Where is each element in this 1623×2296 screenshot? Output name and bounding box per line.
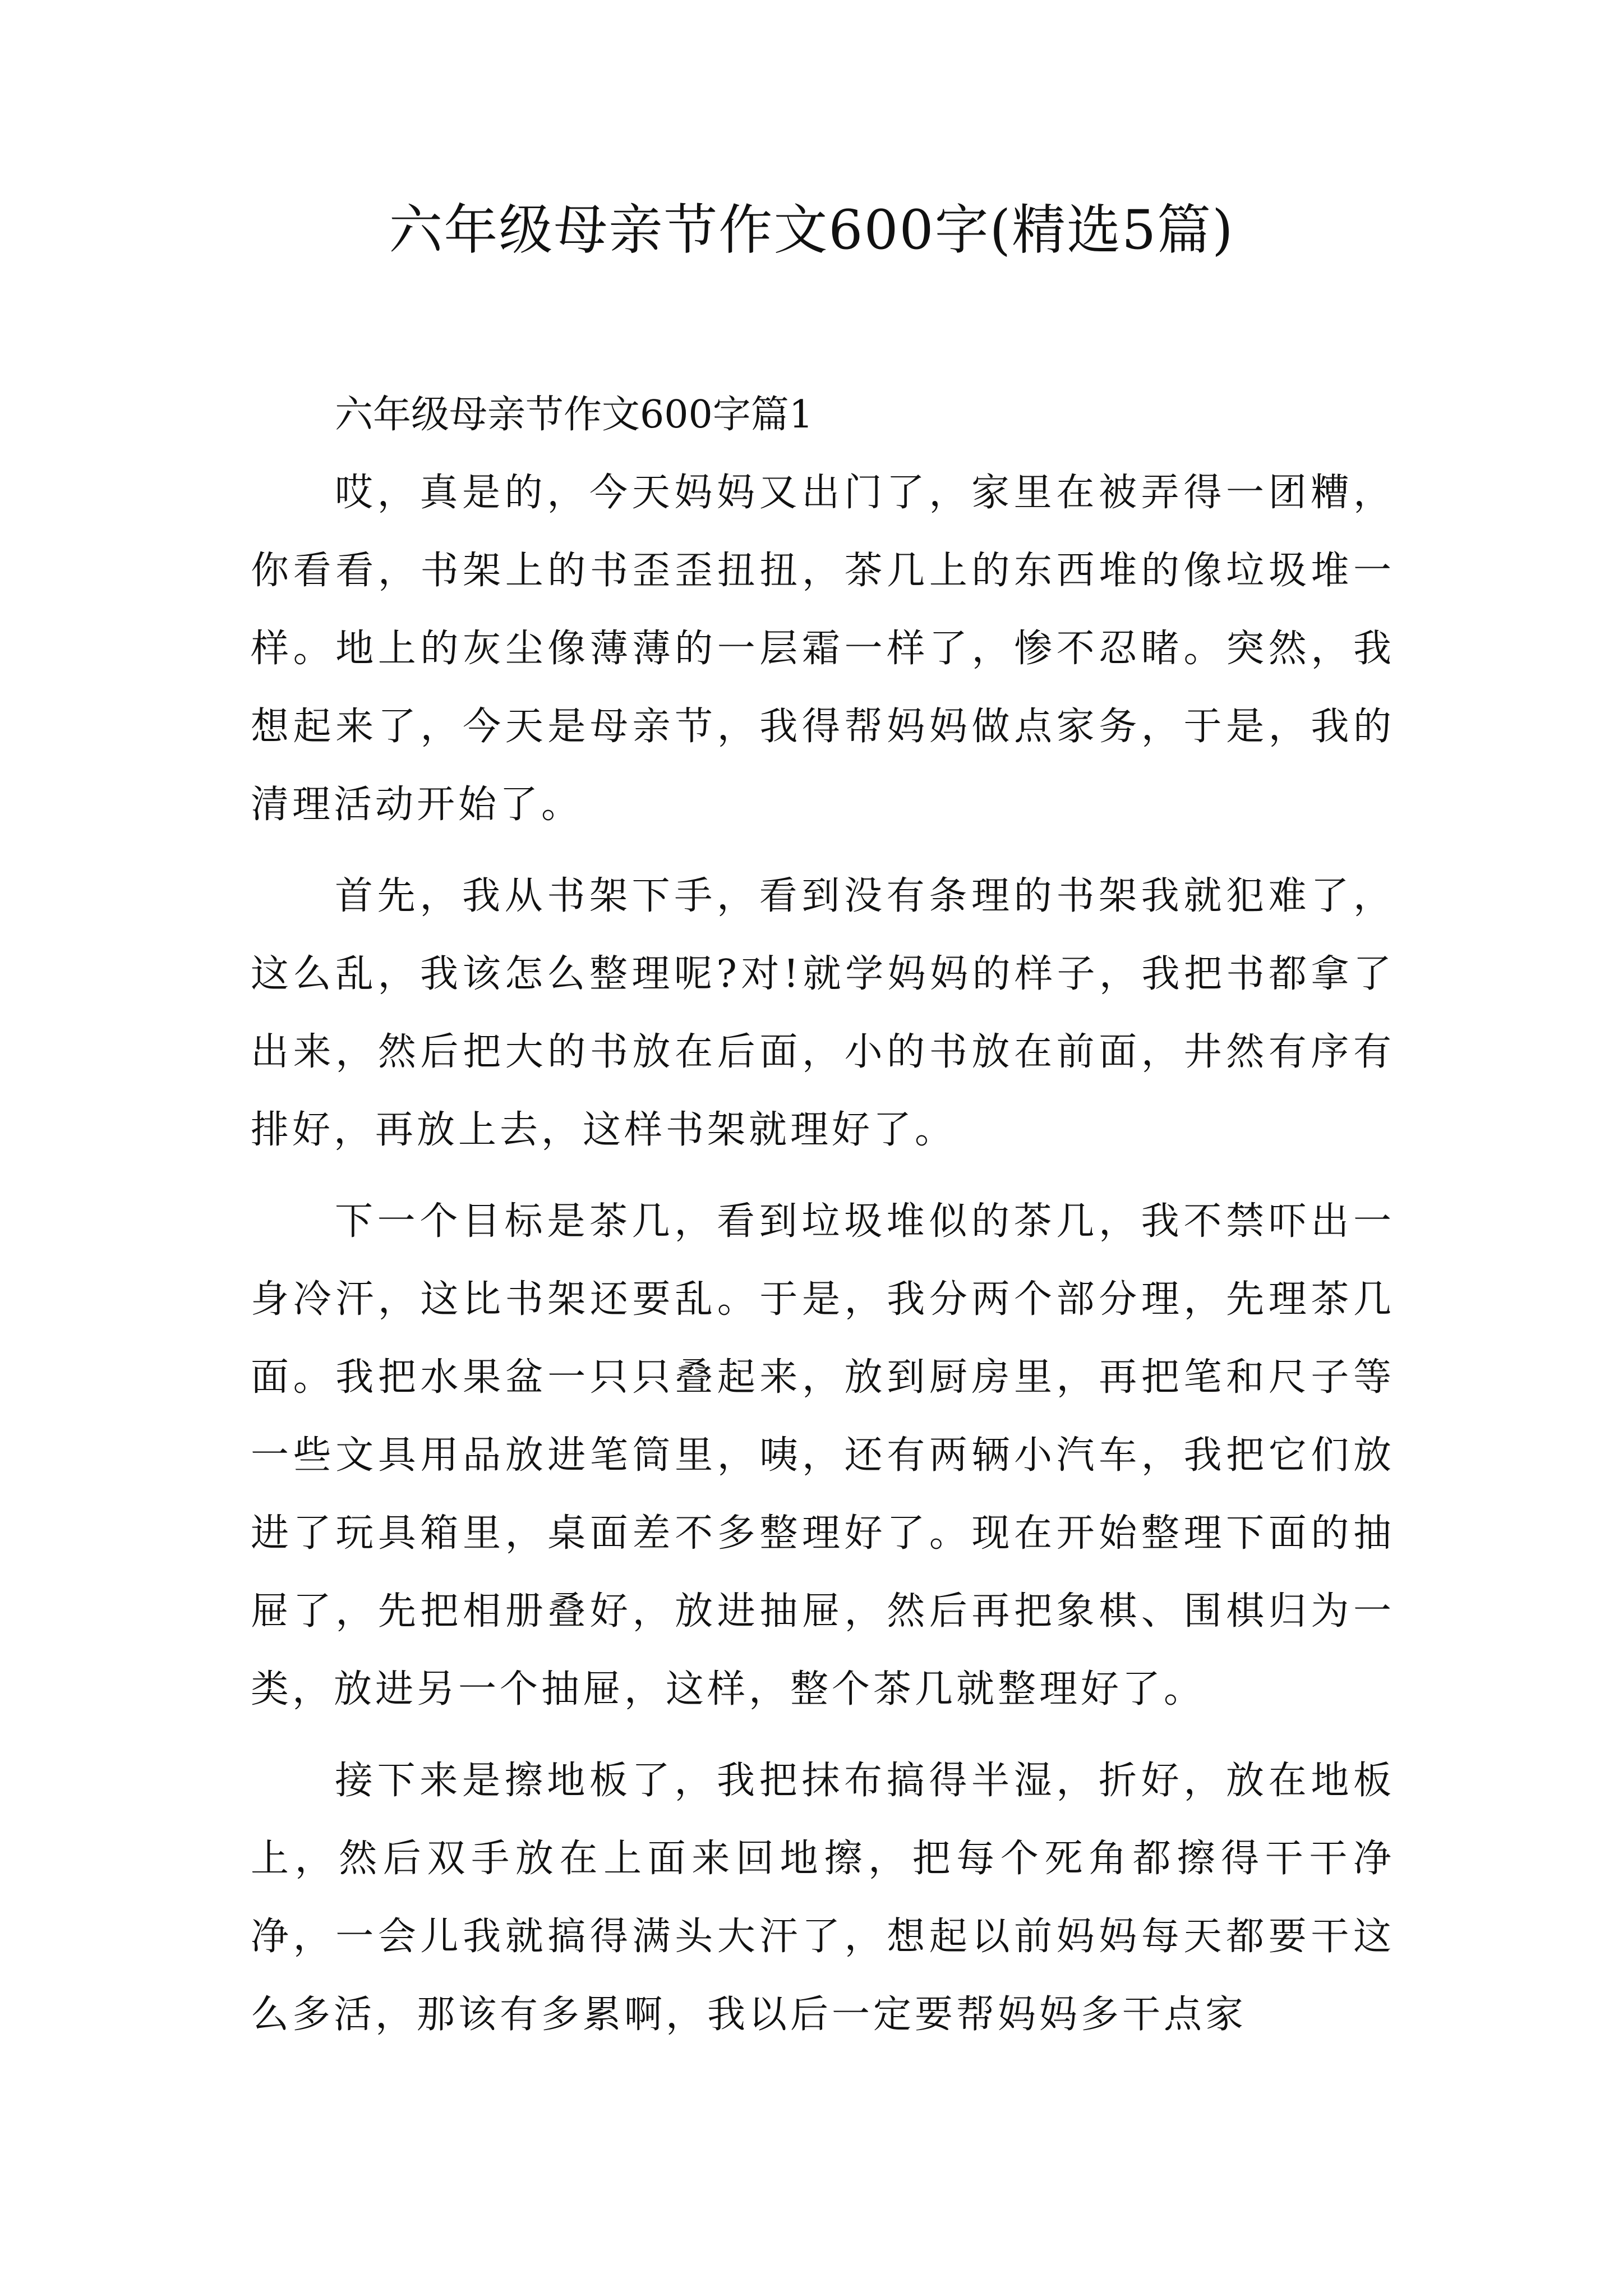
document-title: 六年级母亲节作文600字(精选5篇) bbox=[389, 199, 1234, 261]
paragraph: 哎，真是的，今天妈妈又出门了，家里在被弄得一团糟，你看看，书架上的书歪歪扭扭，茶几上的东西堆的像垃圾堆一样。地上的灰尘像薄薄的一层霜一样了，惨不忍睹。突然，我想起来了，今天是母亲节，我得帮妈妈做点家务，于是，我的清理活动开始了。 bbox=[251, 471, 1395, 827]
document-body bbox=[251, 376, 1395, 2054]
paragraph: 接下来是擦地板了，我把抹布搞得半湿，折好，放在地板上，然后双手放在上面来回地擦，把每个死角都擦得干干净净，一会儿我就搞得满头大汗了，想起以前妈妈每天都要干这么多活，那该有多累啊，我以后一定要帮妈妈多干点家 bbox=[251, 1759, 1395, 2037]
paragraph: 首先，我从书架下手，看到没有条理的书架我就犯难了，这么乱，我该怎么整理呢?对!就学妈妈的样子，我把书都拿了出来，然后把大的书放在后面，小的书放在前面，井然有序有排好，再放上去，这样书架就理好了。 bbox=[251, 874, 1395, 1152]
section-heading: 六年级母亲节作文600字篇1 bbox=[335, 393, 814, 437]
paragraph: 下一个目标是茶几，看到垃圾堆似的茶几，我不禁吓出一身冷汗，这比书架还要乱。于是，我分两个部分理，先理茶几面。我把水果盆一只只叠起来，放到厨房里，再把笔和尺子等一些文具用品放进笔筒里，咦，还有两辆小汽车，我把它们放进了玩具箱里，桌面差不多整理好了。现在开始整理下面的抽屉了，先把相册叠好，放进抽屉，然后再把象棋、围棋归为一类，放进另一个抽屉，这样，整个茶几就整理好了。 bbox=[251, 1199, 1395, 1711]
